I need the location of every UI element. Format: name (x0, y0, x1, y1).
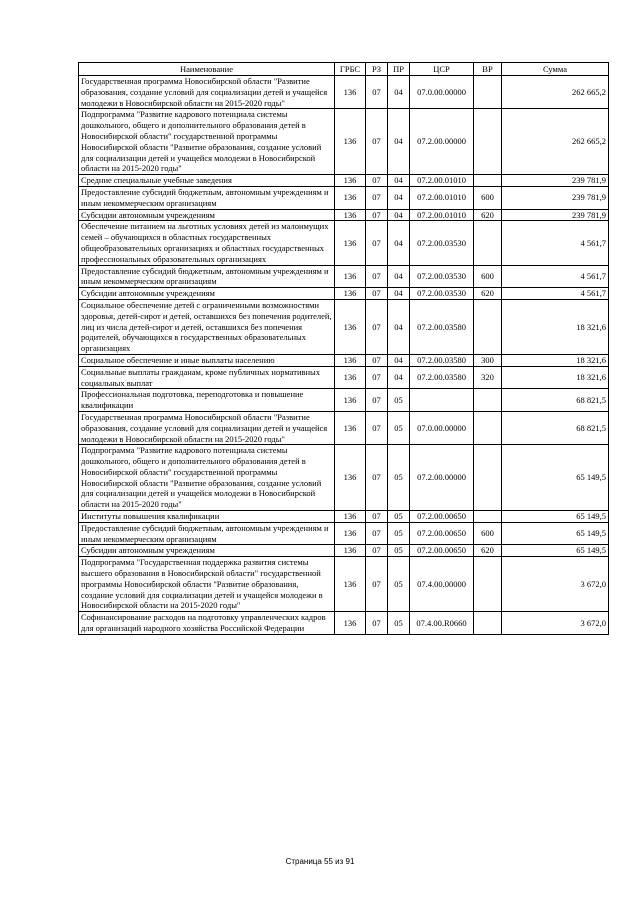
cell-name: Софинансирование расходов на подготовку управленческих кадров для организаций народного хозяйства Российской Федерации (79, 612, 335, 635)
cell-csr: 07.2.00.03530 (410, 221, 474, 265)
table-row (79, 109, 609, 175)
cell-sum: 3 672,0 (502, 557, 609, 612)
cell-rz: 07 (366, 265, 388, 288)
cell-grbs: 136 (335, 366, 366, 389)
header-csr: ЦСР (410, 63, 474, 76)
cell-pr: 04 (388, 76, 410, 109)
cell-vr (474, 109, 502, 175)
table-row (79, 265, 609, 288)
cell-rz: 07 (366, 445, 388, 511)
cell-sum: 262 665,2 (502, 109, 609, 175)
cell-vr: 300 (474, 354, 502, 366)
table-row (79, 545, 609, 557)
header-sum: Сумма (502, 63, 609, 76)
budget-table (78, 62, 609, 635)
cell-name: Предоставление субсидий бюджетным, автономным учреждениям и иным некоммерческим организациям (79, 522, 335, 545)
page-number: Страница 55 из 91 (285, 857, 355, 866)
cell-name: Субсидии автономным учреждениям (79, 545, 335, 557)
cell-sum: 4 561,7 (502, 288, 609, 300)
header-grbs: ГРБС (335, 63, 366, 76)
table-row (79, 209, 609, 221)
header-name: Наименование (79, 63, 335, 76)
cell-sum: 239 781,9 (502, 186, 609, 209)
cell-pr: 05 (388, 411, 410, 444)
cell-vr: 320 (474, 366, 502, 389)
cell-grbs: 136 (335, 612, 366, 635)
cell-grbs: 136 (335, 557, 366, 612)
cell-csr: 07.4.00.00000 (410, 557, 474, 612)
cell-vr: 600 (474, 522, 502, 545)
cell-csr: 07.0.00.00000 (410, 76, 474, 109)
cell-pr: 04 (388, 221, 410, 265)
cell-pr: 04 (388, 288, 410, 300)
table-row (79, 445, 609, 511)
cell-sum: 239 781,9 (502, 175, 609, 187)
cell-rz: 07 (366, 366, 388, 389)
cell-rz: 07 (366, 411, 388, 444)
cell-vr (474, 175, 502, 187)
cell-vr (474, 221, 502, 265)
cell-name: Профессиональная подготовка, переподготовка и повышение квалификации (79, 389, 335, 412)
cell-vr: 620 (474, 288, 502, 300)
cell-pr: 04 (388, 175, 410, 187)
cell-name: Подпрограмма "Развитие кадрового потенциала системы дошкольного, общего и дополнительного образования детей в Новосибирской области" государственной программы Новосибирской области "Развитие образования, создание условий для социализации детей и учащейся молодежи в Новосибирской области на 2015-2020 годы" (79, 445, 335, 511)
cell-sum: 18 321,6 (502, 299, 609, 354)
cell-name: Социальные выплаты гражданам, кроме публичных нормативных социальных выплат (79, 366, 335, 389)
cell-csr: 07.2.00.03580 (410, 366, 474, 389)
cell-pr: 05 (388, 445, 410, 511)
cell-vr: 620 (474, 545, 502, 557)
cell-vr (474, 511, 502, 523)
cell-name: Обеспечение питанием на льготных условиях детей из малоимущих семей – обучающихся в областных государственных общеобразовательных организациях и областных государственных профессиональных образовательных организациях (79, 221, 335, 265)
cell-pr: 05 (388, 612, 410, 635)
cell-name: Субсидии автономным учреждениям (79, 288, 335, 300)
table-row (79, 366, 609, 389)
cell-vr (474, 411, 502, 444)
cell-rz: 07 (366, 612, 388, 635)
cell-sum: 262 665,2 (502, 76, 609, 109)
table-row (79, 522, 609, 545)
cell-name: Государственная программа Новосибирской области "Развитие образования, создание условий для социализации детей и учащейся молодежи в Новосибирской области на 2015-2020 годы" (79, 411, 335, 444)
cell-pr: 05 (388, 557, 410, 612)
cell-name: Социальное обеспечение и иные выплаты населению (79, 354, 335, 366)
cell-rz: 07 (366, 299, 388, 354)
cell-sum: 239 781,9 (502, 209, 609, 221)
cell-rz: 07 (366, 175, 388, 187)
header-rz: РЗ (366, 63, 388, 76)
cell-grbs: 136 (335, 186, 366, 209)
cell-sum: 65 149,5 (502, 522, 609, 545)
cell-name: Институты повышения квалификации (79, 511, 335, 523)
cell-grbs: 136 (335, 445, 366, 511)
cell-pr: 04 (388, 299, 410, 354)
cell-vr (474, 76, 502, 109)
table-row (79, 299, 609, 354)
table-row (79, 389, 609, 412)
cell-rz: 07 (366, 221, 388, 265)
cell-sum: 68 821,5 (502, 389, 609, 412)
cell-pr: 04 (388, 209, 410, 221)
cell-grbs: 136 (335, 109, 366, 175)
cell-pr: 04 (388, 109, 410, 175)
cell-csr: 07.2.00.00650 (410, 511, 474, 523)
cell-grbs: 136 (335, 209, 366, 221)
table-row (79, 186, 609, 209)
cell-sum: 3 672,0 (502, 612, 609, 635)
cell-csr: 07.2.00.01010 (410, 209, 474, 221)
table-row (79, 175, 609, 187)
cell-rz: 07 (366, 354, 388, 366)
cell-name: Средние специальные учебные заведения (79, 175, 335, 187)
cell-csr: 07.0.00.00000 (410, 411, 474, 444)
cell-csr: 07.2.00.03530 (410, 288, 474, 300)
cell-name: Субсидии автономным учреждениям (79, 209, 335, 221)
table-row (79, 511, 609, 523)
cell-grbs: 136 (335, 288, 366, 300)
cell-grbs: 136 (335, 511, 366, 523)
header-vr: ВР (474, 63, 502, 76)
table-header-row (79, 63, 609, 76)
cell-name: Государственная программа Новосибирской области "Развитие образования, создание условий для социализации детей и учащейся молодежи в Новосибирской области на 2015-2020 годы" (79, 76, 335, 109)
cell-vr: 600 (474, 265, 502, 288)
cell-sum: 4 561,7 (502, 265, 609, 288)
cell-vr (474, 389, 502, 412)
cell-grbs: 136 (335, 389, 366, 412)
cell-vr (474, 299, 502, 354)
cell-pr: 05 (388, 389, 410, 412)
cell-grbs: 136 (335, 411, 366, 444)
table-row (79, 557, 609, 612)
cell-csr: 07.2.00.03580 (410, 354, 474, 366)
cell-rz: 07 (366, 522, 388, 545)
cell-sum: 68 821,5 (502, 411, 609, 444)
cell-csr: 07.4.00.R0660 (410, 612, 474, 635)
cell-name: Подпрограмма "Государственная поддержка развития системы высшего образования в Новосибирской области" государственной программы Новосибирской области "Развитие образования, создание условий для социализации детей и учащейся молодежи в Новосибирской области на 2015-2020 годы" (79, 557, 335, 612)
cell-name: Предоставление субсидий бюджетным, автономным учреждениям и иным некоммерческим организациям (79, 265, 335, 288)
cell-rz: 07 (366, 209, 388, 221)
cell-sum: 65 149,5 (502, 545, 609, 557)
cell-csr: 07.2.00.00000 (410, 109, 474, 175)
cell-vr (474, 445, 502, 511)
cell-rz: 07 (366, 288, 388, 300)
cell-csr: 07.2.00.00000 (410, 445, 474, 511)
cell-grbs: 136 (335, 175, 366, 187)
cell-rz: 07 (366, 76, 388, 109)
cell-csr: 07.2.00.00650 (410, 545, 474, 557)
table-row (79, 288, 609, 300)
cell-csr (410, 389, 474, 412)
cell-csr: 07.2.00.00650 (410, 522, 474, 545)
cell-pr: 04 (388, 366, 410, 389)
cell-pr: 05 (388, 511, 410, 523)
cell-grbs: 136 (335, 76, 366, 109)
cell-csr: 07.2.00.03530 (410, 265, 474, 288)
cell-name: Предоставление субсидий бюджетным, автономным учреждениям и иным некоммерческим организациям (79, 186, 335, 209)
cell-csr: 07.2.00.03580 (410, 299, 474, 354)
cell-rz: 07 (366, 389, 388, 412)
header-pr: ПР (388, 63, 410, 76)
cell-sum: 65 149,5 (502, 445, 609, 511)
cell-grbs: 136 (335, 545, 366, 557)
cell-name: Подпрограмма "Развитие кадрового потенциала системы дошкольного, общего и дополнительного образования детей в Новосибирской области" государственной программы Новосибирской области "Развитие образования, создание условий для социализации детей и учащейся молодежи в Новосибирской области на 2015-2020 годы" (79, 109, 335, 175)
cell-vr: 600 (474, 186, 502, 209)
table-row (79, 411, 609, 444)
cell-vr: 620 (474, 209, 502, 221)
table-row (79, 612, 609, 635)
cell-sum: 18 321,6 (502, 366, 609, 389)
cell-rz: 07 (366, 557, 388, 612)
table-row (79, 354, 609, 366)
cell-grbs: 136 (335, 299, 366, 354)
cell-rz: 07 (366, 545, 388, 557)
cell-pr: 04 (388, 265, 410, 288)
cell-sum: 4 561,7 (502, 221, 609, 265)
cell-pr: 04 (388, 186, 410, 209)
cell-pr: 04 (388, 354, 410, 366)
cell-grbs: 136 (335, 221, 366, 265)
table-row (79, 76, 609, 109)
table-row (79, 221, 609, 265)
cell-csr: 07.2.00.01010 (410, 186, 474, 209)
cell-vr (474, 612, 502, 635)
cell-name: Социальное обеспечение детей с ограниченными возможностями здоровья, детей-сирот и детей, оставшихся без попечения родителей, лиц из числа детей-сирот и детей, оставшихся без попечения родителей, обучающихся в государственных образовательных организациях (79, 299, 335, 354)
cell-rz: 07 (366, 511, 388, 523)
cell-grbs: 136 (335, 265, 366, 288)
cell-grbs: 136 (335, 354, 366, 366)
cell-sum: 65 149,5 (502, 511, 609, 523)
cell-rz: 07 (366, 109, 388, 175)
cell-vr (474, 557, 502, 612)
cell-grbs: 136 (335, 522, 366, 545)
cell-pr: 05 (388, 545, 410, 557)
cell-csr: 07.2.00.01010 (410, 175, 474, 187)
cell-pr: 05 (388, 522, 410, 545)
cell-sum: 18 321,6 (502, 354, 609, 366)
cell-rz: 07 (366, 186, 388, 209)
